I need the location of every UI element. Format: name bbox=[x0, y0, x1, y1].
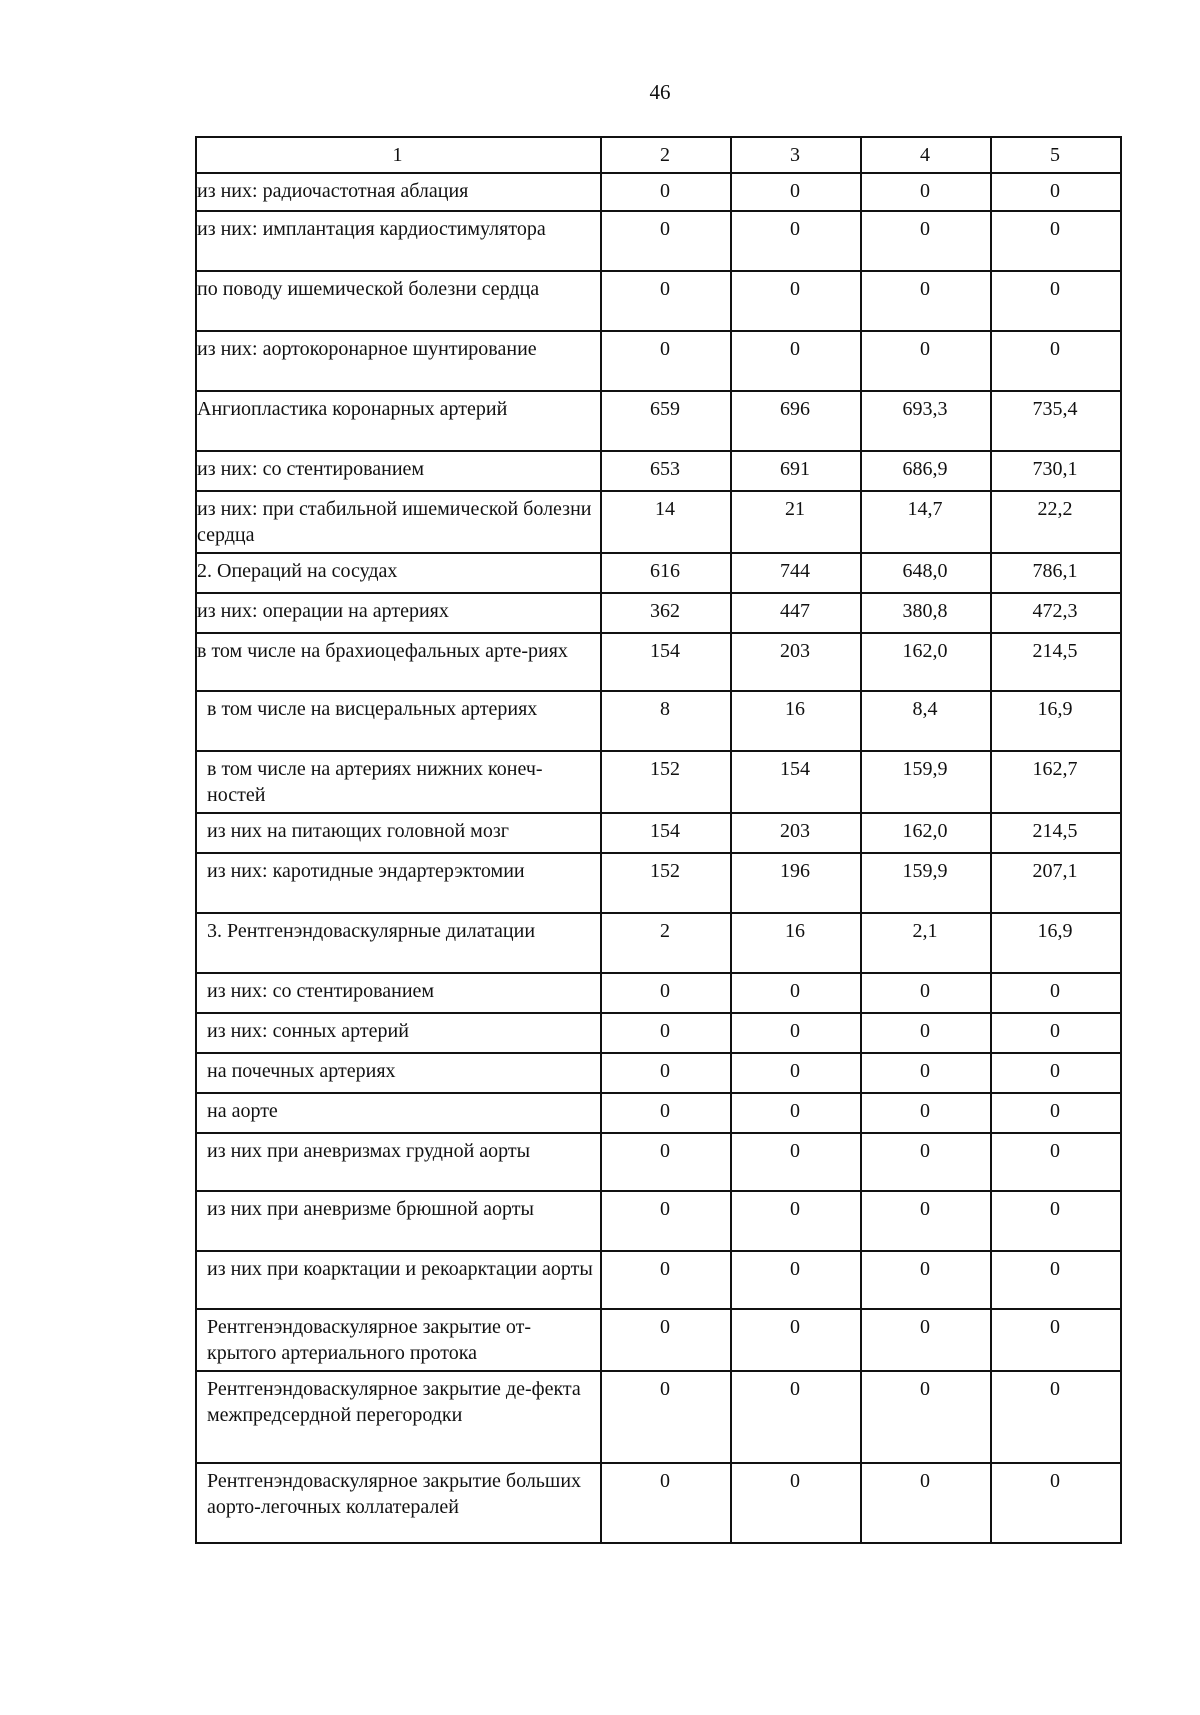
row-value: 0 bbox=[991, 173, 1121, 211]
row-value: 162,0 bbox=[861, 633, 991, 691]
row-value: 0 bbox=[731, 1371, 861, 1463]
table-row bbox=[196, 1133, 1121, 1191]
row-value: 0 bbox=[991, 1053, 1121, 1093]
row-value: 616 bbox=[601, 553, 731, 593]
row-value: 0 bbox=[991, 1191, 1121, 1251]
row-value: 154 bbox=[731, 751, 861, 813]
row-value: 0 bbox=[991, 271, 1121, 331]
row-label: Рентгенэндоваскулярное закрытие больших аорто-легочных коллатералей bbox=[196, 1463, 601, 1543]
row-value: 735,4 bbox=[991, 391, 1121, 451]
row-label: из них: операции на артериях bbox=[196, 593, 601, 633]
table-row bbox=[196, 973, 1121, 1013]
row-value: 0 bbox=[991, 1093, 1121, 1133]
row-value: 0 bbox=[861, 1251, 991, 1309]
row-value: 0 bbox=[731, 1463, 861, 1543]
row-value: 0 bbox=[861, 331, 991, 391]
row-label: из них: сонных артерий bbox=[196, 1013, 601, 1053]
row-value: 0 bbox=[601, 173, 731, 211]
row-label: 2. Операций на сосудах bbox=[196, 553, 601, 593]
row-value: 0 bbox=[861, 173, 991, 211]
table-row bbox=[196, 1309, 1121, 1371]
row-label: из них при аневризме брюшной аорты bbox=[196, 1191, 601, 1251]
row-value: 0 bbox=[731, 1013, 861, 1053]
row-value: 0 bbox=[731, 1251, 861, 1309]
row-label: 3. Рентгенэндоваскулярные дилатации bbox=[196, 913, 601, 973]
row-label: Рентгенэндоваскулярное закрытие де-фекта межпредсердной перегородки bbox=[196, 1371, 601, 1463]
row-value: 162,0 bbox=[861, 813, 991, 853]
row-value: 2,1 bbox=[861, 913, 991, 973]
row-label: Рентгенэндоваскулярное закрытие от-крытого артериального протока bbox=[196, 1309, 601, 1371]
row-value: 0 bbox=[601, 1093, 731, 1133]
row-label: на почечных артериях bbox=[196, 1053, 601, 1093]
row-value: 0 bbox=[861, 973, 991, 1013]
row-value: 2 bbox=[601, 913, 731, 973]
row-value: 0 bbox=[731, 173, 861, 211]
row-value: 154 bbox=[601, 813, 731, 853]
table-row bbox=[196, 853, 1121, 913]
row-value: 154 bbox=[601, 633, 731, 691]
row-value: 0 bbox=[861, 1053, 991, 1093]
row-value: 659 bbox=[601, 391, 731, 451]
table-row bbox=[196, 553, 1121, 593]
row-value: 686,9 bbox=[861, 451, 991, 491]
row-value: 0 bbox=[861, 211, 991, 271]
row-label: из них при коарктации и рекоарктации аорты bbox=[196, 1251, 601, 1309]
table-row bbox=[196, 331, 1121, 391]
row-label: из них: радиочастотная аблация bbox=[196, 173, 601, 211]
row-value: 0 bbox=[861, 1463, 991, 1543]
row-value: 362 bbox=[601, 593, 731, 633]
row-value: 0 bbox=[731, 1093, 861, 1133]
row-value: 0 bbox=[731, 331, 861, 391]
row-value: 152 bbox=[601, 751, 731, 813]
row-value: 8 bbox=[601, 691, 731, 751]
column-header: 2 bbox=[601, 137, 731, 173]
row-value: 159,9 bbox=[861, 751, 991, 813]
statistics-table bbox=[195, 136, 1122, 1544]
row-value: 0 bbox=[991, 331, 1121, 391]
row-label: из них: со стентированием bbox=[196, 451, 601, 491]
row-value: 0 bbox=[861, 1133, 991, 1191]
row-value: 152 bbox=[601, 853, 731, 913]
row-value: 214,5 bbox=[991, 633, 1121, 691]
table-row bbox=[196, 1371, 1121, 1463]
table-row bbox=[196, 1013, 1121, 1053]
row-label: из них: со стентированием bbox=[196, 973, 601, 1013]
row-value: 0 bbox=[991, 1309, 1121, 1371]
table-row bbox=[196, 913, 1121, 973]
row-value: 0 bbox=[731, 973, 861, 1013]
column-header: 5 bbox=[991, 137, 1121, 173]
row-value: 162,7 bbox=[991, 751, 1121, 813]
table-row bbox=[196, 271, 1121, 331]
row-value: 447 bbox=[731, 593, 861, 633]
table-row bbox=[196, 691, 1121, 751]
row-label: из них: аортокоронарное шунтирование bbox=[196, 331, 601, 391]
row-value: 653 bbox=[601, 451, 731, 491]
row-value: 786,1 bbox=[991, 553, 1121, 593]
row-value: 0 bbox=[601, 1133, 731, 1191]
table-row bbox=[196, 173, 1121, 211]
row-value: 730,1 bbox=[991, 451, 1121, 491]
row-label: в том числе на артериях нижних конеч-ностей bbox=[196, 751, 601, 813]
row-value: 0 bbox=[991, 1371, 1121, 1463]
row-value: 0 bbox=[601, 1013, 731, 1053]
table-row bbox=[196, 391, 1121, 451]
row-value: 0 bbox=[991, 211, 1121, 271]
row-value: 0 bbox=[731, 271, 861, 331]
row-value: 0 bbox=[861, 1371, 991, 1463]
row-value: 0 bbox=[991, 1251, 1121, 1309]
row-label: в том числе на брахиоцефальных арте-риях bbox=[196, 633, 601, 691]
table-header-row bbox=[196, 137, 1121, 173]
row-value: 0 bbox=[991, 1463, 1121, 1543]
row-label: по поводу ишемической болезни сердца bbox=[196, 271, 601, 331]
table-row bbox=[196, 451, 1121, 491]
row-value: 744 bbox=[731, 553, 861, 593]
row-value: 0 bbox=[731, 1053, 861, 1093]
row-value: 0 bbox=[861, 1191, 991, 1251]
table-row bbox=[196, 593, 1121, 633]
row-value: 696 bbox=[731, 391, 861, 451]
row-value: 0 bbox=[601, 1251, 731, 1309]
row-value: 0 bbox=[601, 331, 731, 391]
row-label: из них: при стабильной ишемической болезни сердца bbox=[196, 491, 601, 553]
table-body bbox=[196, 137, 1121, 1543]
column-header: 1 bbox=[196, 137, 601, 173]
row-value: 693,3 bbox=[861, 391, 991, 451]
row-label: Ангиопластика коронарных артерий bbox=[196, 391, 601, 451]
row-label: из них при аневризмах грудной аорты bbox=[196, 1133, 601, 1191]
row-value: 0 bbox=[991, 973, 1121, 1013]
table-row bbox=[196, 1251, 1121, 1309]
row-value: 0 bbox=[731, 1191, 861, 1251]
row-value: 0 bbox=[601, 1309, 731, 1371]
row-value: 0 bbox=[861, 271, 991, 331]
row-value: 16 bbox=[731, 691, 861, 751]
row-value: 207,1 bbox=[991, 853, 1121, 913]
row-value: 0 bbox=[861, 1093, 991, 1133]
table-row bbox=[196, 1463, 1121, 1543]
row-value: 0 bbox=[601, 1371, 731, 1463]
row-value: 16,9 bbox=[991, 691, 1121, 751]
row-value: 0 bbox=[861, 1013, 991, 1053]
row-label: на аорте bbox=[196, 1093, 601, 1133]
table-row bbox=[196, 813, 1121, 853]
row-value: 380,8 bbox=[861, 593, 991, 633]
row-value: 22,2 bbox=[991, 491, 1121, 553]
row-value: 472,3 bbox=[991, 593, 1121, 633]
row-label: из них на питающих головной мозг bbox=[196, 813, 601, 853]
table-row bbox=[196, 211, 1121, 271]
row-value: 203 bbox=[731, 633, 861, 691]
row-value: 8,4 bbox=[861, 691, 991, 751]
row-value: 0 bbox=[601, 1463, 731, 1543]
row-value: 648,0 bbox=[861, 553, 991, 593]
row-value: 0 bbox=[601, 1053, 731, 1093]
row-value: 0 bbox=[601, 1191, 731, 1251]
row-value: 214,5 bbox=[991, 813, 1121, 853]
row-value: 21 bbox=[731, 491, 861, 553]
row-value: 0 bbox=[991, 1013, 1121, 1053]
table-row bbox=[196, 1191, 1121, 1251]
table-row bbox=[196, 633, 1121, 691]
row-value: 0 bbox=[601, 211, 731, 271]
row-value: 14,7 bbox=[861, 491, 991, 553]
table-row bbox=[196, 491, 1121, 553]
row-value: 0 bbox=[731, 1309, 861, 1371]
row-value: 691 bbox=[731, 451, 861, 491]
table-row bbox=[196, 1053, 1121, 1093]
row-value: 16 bbox=[731, 913, 861, 973]
column-header: 3 bbox=[731, 137, 861, 173]
row-value: 14 bbox=[601, 491, 731, 553]
column-header: 4 bbox=[861, 137, 991, 173]
row-value: 196 bbox=[731, 853, 861, 913]
page-number: 46 bbox=[649, 80, 671, 104]
row-label: в том числе на висцеральных артериях bbox=[196, 691, 601, 751]
row-value: 0 bbox=[601, 973, 731, 1013]
row-value: 0 bbox=[991, 1133, 1121, 1191]
table-row bbox=[196, 1093, 1121, 1133]
row-value: 203 bbox=[731, 813, 861, 853]
row-value: 0 bbox=[601, 271, 731, 331]
row-value: 0 bbox=[731, 1133, 861, 1191]
row-value: 159,9 bbox=[861, 853, 991, 913]
row-label: из них: каротидные эндартерэктомии bbox=[196, 853, 601, 913]
row-value: 0 bbox=[861, 1309, 991, 1371]
table-row bbox=[196, 751, 1121, 813]
row-value: 0 bbox=[731, 211, 861, 271]
row-value: 16,9 bbox=[991, 913, 1121, 973]
row-label: из них: имплантация кардиостимулятора bbox=[196, 211, 601, 271]
